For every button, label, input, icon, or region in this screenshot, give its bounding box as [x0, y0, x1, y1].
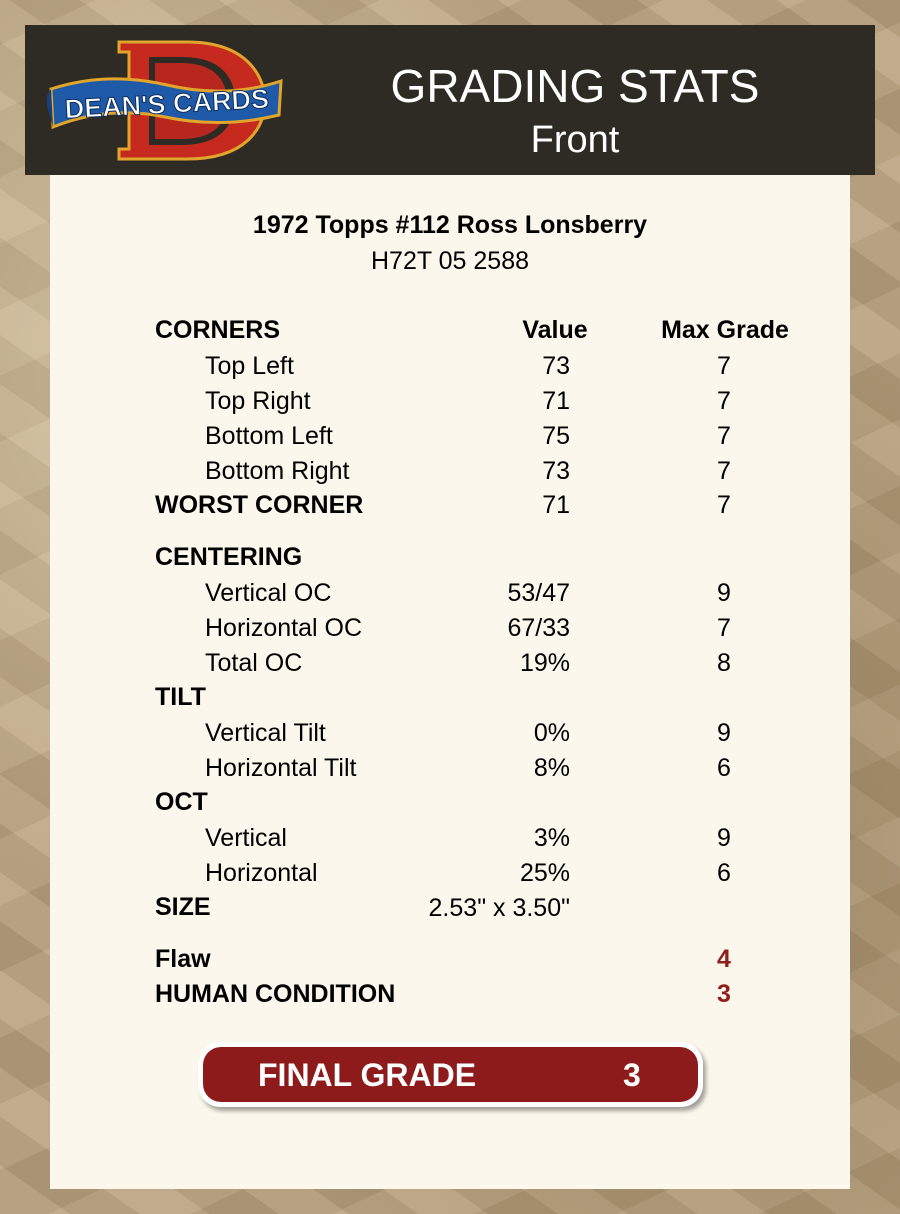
- row-value: 53/47: [507, 579, 570, 607]
- page-title: GRADING STATS: [390, 60, 760, 112]
- size-label: SIZE: [155, 893, 211, 921]
- human-condition-label: HUMAN CONDITION: [155, 980, 396, 1008]
- row-value: 25%: [519, 859, 570, 887]
- row-max-grade: 8: [717, 649, 731, 677]
- oct-heading: OCT: [155, 788, 208, 816]
- row-label: Top Right: [205, 387, 311, 415]
- worst-corner-label: WORST CORNER: [155, 491, 364, 519]
- row-value: 8%: [533, 754, 570, 782]
- row-max-grade: 6: [717, 859, 731, 887]
- human-condition-max-grade: 3: [717, 980, 731, 1008]
- row-value: 73: [542, 457, 570, 485]
- row-max-grade: 9: [717, 719, 731, 747]
- max-grade-column-header: Max Grade: [661, 316, 789, 344]
- row-max-grade: 7: [717, 457, 731, 485]
- value-column-header: Value: [522, 316, 588, 344]
- worst-corner-max-grade: 7: [717, 491, 731, 519]
- row-label: Horizontal OC: [205, 614, 362, 642]
- flaw-max-grade: 4: [717, 945, 731, 973]
- row-label: Vertical: [205, 824, 287, 852]
- row-label: Horizontal: [205, 859, 318, 887]
- corners-heading: CORNERS: [155, 316, 281, 344]
- row-max-grade: 7: [717, 614, 731, 642]
- worst-corner-value: 71: [542, 491, 570, 519]
- final-grade-bar: [203, 1047, 698, 1102]
- final-grade-label: FINAL GRADE: [258, 1057, 477, 1093]
- cert-number: H72T 05 2588: [371, 247, 529, 275]
- deans-cards-logo: [47, 37, 287, 162]
- flaw-label: Flaw: [155, 945, 211, 973]
- row-label: Vertical Tilt: [205, 719, 326, 747]
- header-bar: [25, 25, 875, 175]
- card-title: 1972 Topps #112 Ross Lonsberry: [252, 211, 648, 239]
- stats-panel: [50, 175, 850, 1189]
- svg-text:DEAN'S CARDS: DEAN'S CARDS: [63, 83, 270, 125]
- row-max-grade: 6: [717, 754, 731, 782]
- row-label: Bottom Right: [205, 457, 350, 485]
- row-value: 73: [542, 352, 570, 380]
- page-subtitle: Front: [530, 119, 620, 161]
- row-value: 67/33: [507, 614, 570, 642]
- row-value: 3%: [533, 824, 570, 852]
- row-max-grade: 7: [717, 422, 731, 450]
- row-label: Bottom Left: [205, 422, 333, 450]
- row-max-grade: 9: [717, 579, 731, 607]
- size-value: 2.53" x 3.50": [428, 894, 570, 922]
- row-label: Horizontal Tilt: [205, 754, 357, 782]
- final-grade-badge: [198, 1042, 703, 1107]
- row-max-grade: 7: [717, 387, 731, 415]
- row-value: 71: [542, 387, 570, 415]
- row-label: Total OC: [205, 649, 303, 677]
- row-max-grade: 9: [717, 824, 731, 852]
- tilt-heading: TILT: [155, 683, 206, 711]
- row-max-grade: 7: [717, 352, 731, 380]
- centering-heading: CENTERING: [155, 543, 303, 571]
- row-value: 75: [542, 422, 570, 450]
- row-value: 19%: [519, 649, 570, 677]
- final-grade-value: 3: [623, 1057, 641, 1093]
- row-label: Top Left: [205, 352, 294, 380]
- row-label: Vertical OC: [205, 579, 332, 607]
- row-value: 0%: [533, 719, 570, 747]
